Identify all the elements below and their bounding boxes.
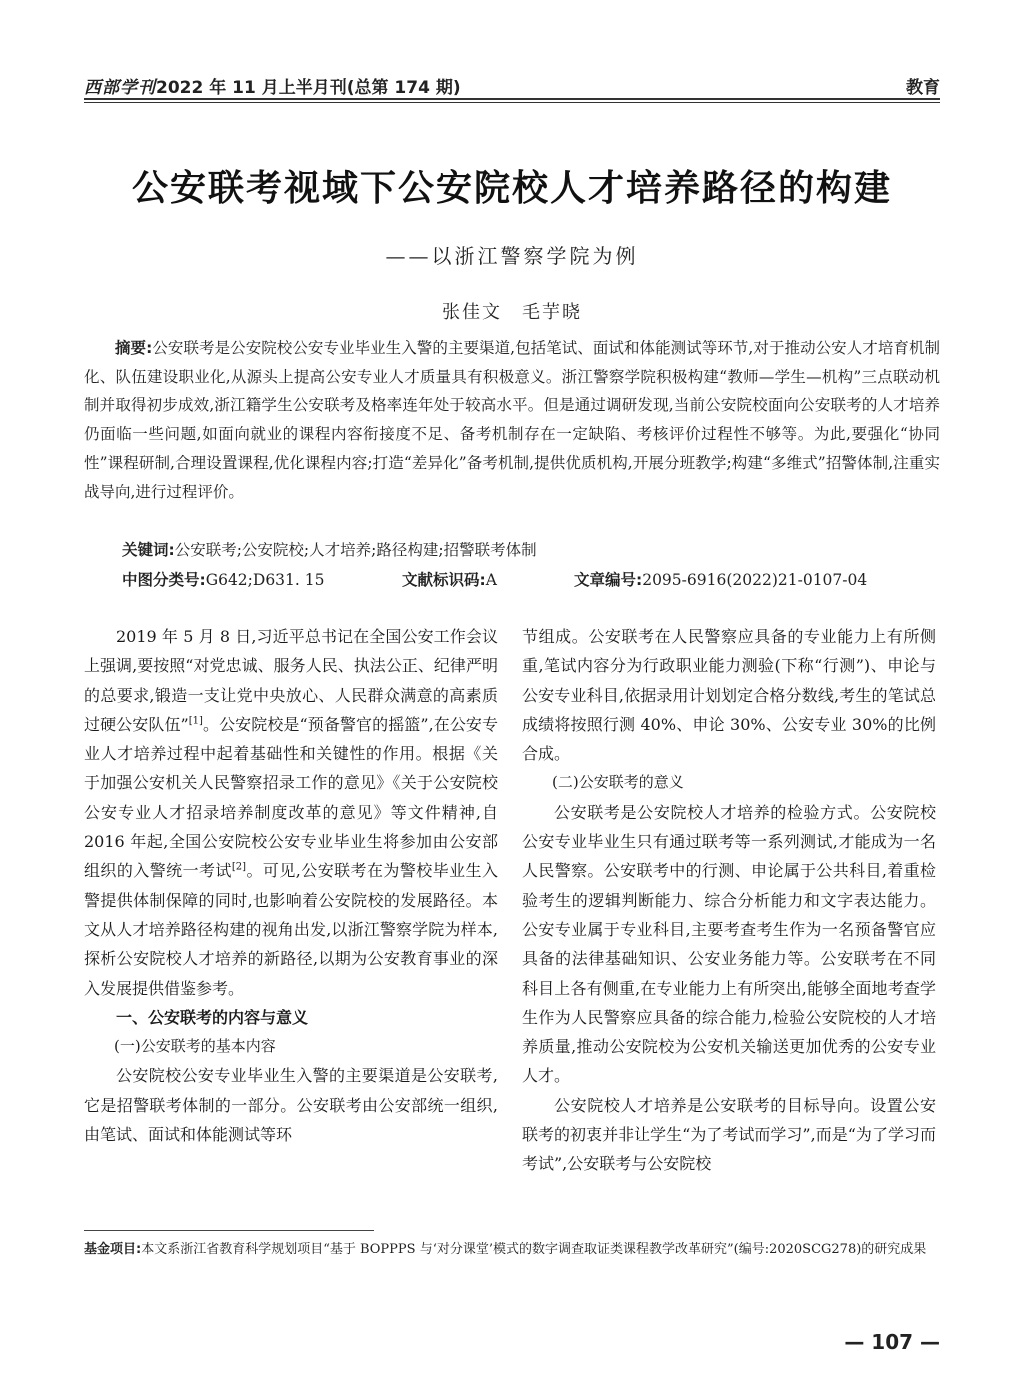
running-header <box>84 70 940 96</box>
keywords <box>122 536 940 564</box>
body-column-left <box>84 622 498 1149</box>
subsection-heading: (二)公安联考的意义 <box>552 773 684 792</box>
clc-code: 中图分类号:G642;D631. 15 <box>122 571 325 589</box>
journal-header-left <box>84 73 461 98</box>
article-meta <box>122 566 940 594</box>
section-label: 教育 <box>906 78 940 98</box>
paragraph: 2019 年 5 月 8 日,习近平总书记在全国公安工作会议上强调,要按照“对党忠诚、服务人民、执法公正、纪律严明的总要求,锻造一支让党中央放心、人民群众满意的高素质过硬公安队伍”[1]。公安院校是“预备警官的摇篮”,在公安专业人才培养过程中起着基础性和关键性的作用。根据《关于加强公安机关人民警察招录工作的意见》《关于公安院校公安专业人才招录培养制度改革的意见》等文件精神,自 2016 年起,全国公安院校公安专业毕业生将参加由公安部组织的入警统一考试[2]。可见,公安联考在为警校毕业生入警提供体制保障的同时,也影响着公安院校的发展路径。本文从人才培养路径构建的视角出发,以浙江警察学院为样本,探析公安院校人才培养的新路径,以期为公安教育事业的深入发展提供借鉴参考。 <box>84 627 498 998</box>
header-rule-thin <box>84 102 940 103</box>
article-number: 文章编号:2095-6916(2022)21-0107-04 <box>574 571 868 589</box>
page-number: — 107 — <box>844 1330 940 1354</box>
body-column-right <box>522 622 936 1179</box>
keywords-label: 关键词: <box>122 541 175 559</box>
journal-logo: 西部学刊 <box>84 78 156 98</box>
abstract <box>84 334 940 506</box>
keywords-text: 公安联考;公安院校;人才培养;路径构建;招警联考体制 <box>174 541 537 559</box>
section-heading: 一、公安联考的内容与意义 <box>116 1007 309 1027</box>
article-subtitle: ——以浙江警察学院为例 <box>385 244 639 268</box>
abstract-text: 公安联考是公安院校公安专业毕业生入警的主要渠道,包括笔试、面试和体能测试等环节,对于推动公安人才培育机制化、队伍建设职业化,从源头上提高公安专业人才质量具有积极意义。浙江警察学院积极构建“教师—学生—机构”三点联动机制并取得初步成效,浙江籍学生公安联考及格率连年处于较高水平。但是通过调研发现,当前公安院校面向公安联考的人才培养仍面临一些问题,如面向就业的课程内容衔接度不足、备考机制存在一定缺陷、考核评价过程性不够等。为此,要强化“协同性”课程研制,合理设置课程,优化课程内容;打造“差异化”备考机制,提供优质机构,开展分班教学;构建“多维式”招警体制,注重实战导向,进行过程评价。 <box>84 339 940 501</box>
citation-ref: [2] <box>231 862 247 874</box>
paragraph: 节组成。公安联考在人民警察应具备的专业能力上有所侧重,笔试内容分为行政职业能力测验(下称“行测”)、申论与公安专业科目,依据录用计划划定合格分数线,考生的笔试总成绩将按照行测 40%、申论 30%、公安专业 30%的比例合成。 <box>522 627 936 764</box>
paragraph: 公安院校人才培养是公安联考的目标导向。设置公安联考的初衷并非让学生“为了考试而学习”,而是“为了学习而考试”,公安联考与公安院校 <box>522 1095 936 1174</box>
article-title: 公安联考视域下公安院校人才培养路径的构建 <box>131 168 892 209</box>
subsection-heading: (一)公安联考的基本内容 <box>114 1037 276 1056</box>
footnote-text: 本文系浙江省教育科学规划项目“基于 BOPPPS 与‘对分课堂’模式的数字调查取证类课程教学改革研究”(编号:2020SCG278)的研究成果 <box>141 1242 927 1257</box>
footnote-label: 基金项目: <box>84 1242 142 1257</box>
footnote-rule <box>84 1230 374 1231</box>
citation-ref: [1] <box>188 715 203 727</box>
paragraph: 公安院校公安专业毕业生入警的主要渠道是公安联考,它是招警联考体制的一部分。公安联考由公安部统一组织,由笔试、面试和体能测试等环 <box>84 1066 498 1145</box>
issue-info: 2022 年 11 月上半月刊(总第 174 期) <box>156 78 461 98</box>
abstract-label: 摘要: <box>115 339 153 357</box>
paragraph: 公安联考是公安院校人才培养的检验方式。公安院校公安专业毕业生只有通过联考等一系列测试,才能成为一名人民警察。公安联考中的行测、申论属于公共科目,着重检验考生的逻辑判断能力、综合分析能力和文字表达能力。公安专业属于专业科目,主要考查考生作为一名预备警官应具备的法律基础知识、公安业务能力等。公安联考在不同科目上各有侧重,在专业能力上有所突出,能够全面地考查学生作为人民警察应具备的综合能力,检验公安院校的人才培养质量,推动公安院校为公安机关输送更加优秀的公安专业人才。 <box>522 802 936 1086</box>
header-rule <box>84 98 940 100</box>
footnote <box>84 1238 940 1262</box>
article-authors: 张佳文 毛芋晓 <box>442 302 582 323</box>
doc-code: 文献标识码:A <box>402 571 497 589</box>
